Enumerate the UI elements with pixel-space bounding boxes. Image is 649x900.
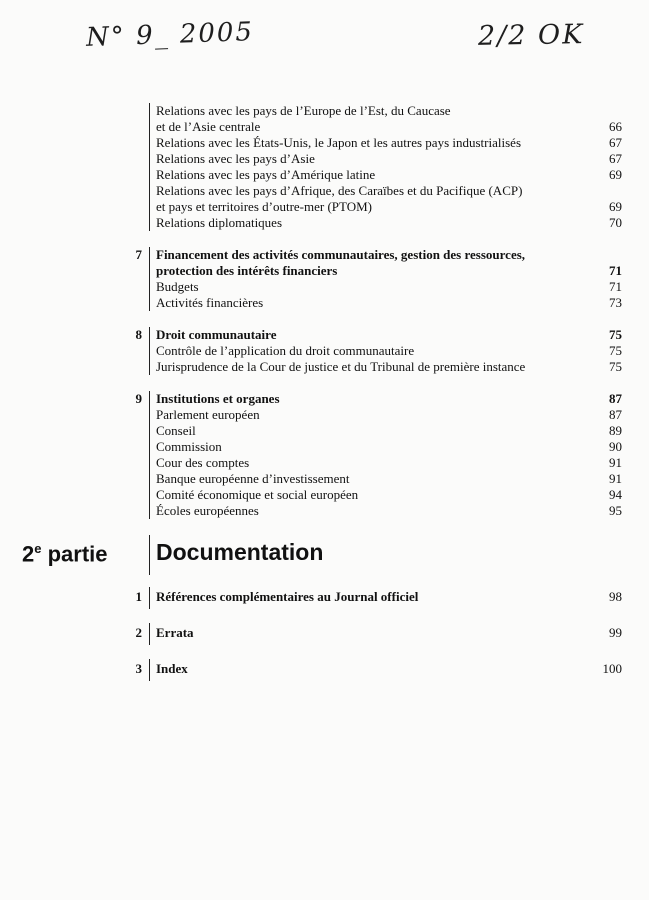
entry-page: 73 bbox=[609, 295, 622, 310]
toc-entry bbox=[156, 183, 622, 199]
entry-title: Contrôle de l’application du droit communautaire bbox=[156, 343, 415, 358]
entry-title: Errata bbox=[156, 625, 194, 640]
part-word: partie bbox=[47, 541, 108, 567]
toc-entry bbox=[156, 151, 622, 167]
toc-entry bbox=[156, 503, 622, 519]
entry-title: Financement des activités communautaires, gestion des ressources, bbox=[156, 247, 526, 262]
toc-entry bbox=[156, 471, 622, 487]
toc-section bbox=[0, 103, 649, 231]
part-superscript: e bbox=[34, 541, 42, 556]
entry-page bbox=[588, 247, 622, 263]
toc-entry bbox=[156, 199, 622, 215]
section-entries bbox=[149, 327, 622, 375]
section-number: 7 bbox=[135, 247, 142, 262]
entry-page: 98 bbox=[609, 589, 622, 604]
toc-entry bbox=[156, 487, 622, 503]
entry-page: 94 bbox=[609, 487, 622, 502]
entry-title: Relations avec les pays d’Amérique latine bbox=[156, 167, 376, 182]
section-entries bbox=[149, 391, 622, 519]
entry-title: Relations diplomatiques bbox=[156, 215, 283, 230]
part-number: 2 bbox=[22, 541, 35, 567]
entry-page: 89 bbox=[609, 423, 622, 438]
section-entries bbox=[149, 103, 622, 231]
section-divider bbox=[149, 587, 150, 609]
toc-entry bbox=[156, 455, 622, 471]
entry-page bbox=[588, 103, 622, 119]
entry-title: et de l’Asie centrale bbox=[156, 119, 261, 134]
entry-title: Références complémentaires au Journal officiel bbox=[156, 589, 419, 604]
toc-entry bbox=[156, 103, 622, 119]
toc-entry bbox=[156, 279, 622, 295]
toc-entry bbox=[156, 215, 622, 231]
entry-title: Comité économique et social européen bbox=[156, 487, 359, 502]
documentation-entry bbox=[0, 623, 649, 659]
entry-page: 75 bbox=[609, 343, 622, 358]
entry-page: 87 bbox=[609, 407, 622, 422]
handwritten-issue-note: N° 9_ 2005 bbox=[85, 17, 255, 53]
documentation-entry bbox=[0, 659, 649, 695]
entry-page: 70 bbox=[609, 215, 622, 230]
part-title: Documentation bbox=[156, 539, 324, 565]
entry-page bbox=[588, 183, 622, 199]
entry-page: 95 bbox=[609, 503, 622, 518]
entry-page: 91 bbox=[609, 471, 622, 486]
entry-title: Jurisprudence de la Cour de justice et du Tribunal de première instance bbox=[156, 359, 526, 374]
entry-page: 69 bbox=[609, 167, 622, 182]
toc-entry bbox=[156, 439, 622, 455]
entry-page: 75 bbox=[609, 359, 622, 374]
toc-entry bbox=[156, 391, 622, 407]
entry-page: 67 bbox=[609, 151, 622, 166]
entry-title: Relations avec les États-Unis, le Japon et les autres pays industrialisés bbox=[156, 135, 521, 150]
entry-page: 87 bbox=[609, 391, 622, 406]
entry-page: 91 bbox=[609, 455, 622, 470]
entry-page: 71 bbox=[609, 279, 622, 294]
section-number: 9 bbox=[135, 391, 142, 406]
entry-title: Conseil bbox=[156, 423, 196, 438]
entry-page: 69 bbox=[609, 199, 622, 214]
handwritten-check-note: 2/2 OK bbox=[477, 19, 585, 52]
entry-title: protection des intérêts financiers bbox=[156, 263, 338, 278]
section-divider bbox=[149, 623, 150, 645]
entry-title: Activités financières bbox=[156, 295, 264, 310]
entry-page: 75 bbox=[609, 327, 622, 342]
entry-title: Écoles européennes bbox=[156, 503, 259, 518]
toc-entry bbox=[156, 359, 622, 375]
entry-page: 67 bbox=[609, 135, 622, 150]
entry-title: Institutions et organes bbox=[156, 391, 280, 406]
entry-title: Droit communautaire bbox=[156, 327, 277, 342]
entry-title: Index bbox=[156, 661, 188, 676]
section-number: 8 bbox=[135, 327, 142, 342]
toc-entry bbox=[156, 247, 622, 263]
part-label bbox=[22, 541, 108, 567]
section-number: 1 bbox=[135, 589, 142, 604]
entry-title: Parlement européen bbox=[156, 407, 260, 422]
toc-entry bbox=[156, 343, 622, 359]
documentation-entry bbox=[0, 587, 649, 623]
entry-page: 99 bbox=[609, 625, 622, 640]
entry-page: 71 bbox=[609, 263, 622, 278]
section-number: 2 bbox=[135, 625, 142, 640]
entry-title: Relations avec les pays d’Asie bbox=[156, 151, 315, 166]
toc-entry bbox=[156, 407, 622, 423]
toc-entry bbox=[156, 119, 622, 135]
table-of-contents bbox=[0, 103, 649, 695]
entry-page: 100 bbox=[602, 661, 622, 676]
documentation-entries bbox=[0, 587, 649, 695]
toc-section bbox=[0, 327, 649, 375]
toc-entry bbox=[156, 167, 622, 183]
toc-entry bbox=[156, 263, 622, 279]
toc-section bbox=[0, 247, 649, 311]
part-heading bbox=[0, 535, 649, 575]
toc-section bbox=[0, 391, 649, 519]
entry-title: Banque européenne d’investissement bbox=[156, 471, 350, 486]
entry-page: 66 bbox=[609, 119, 622, 134]
toc-entry bbox=[156, 135, 622, 151]
entry-title: Commission bbox=[156, 439, 222, 454]
part-divider bbox=[149, 535, 150, 575]
entry-title: Budgets bbox=[156, 279, 199, 294]
toc-entry bbox=[156, 423, 622, 439]
toc-entry bbox=[156, 327, 622, 343]
toc-groups bbox=[0, 103, 649, 519]
section-divider bbox=[149, 659, 150, 681]
entry-title: Relations avec les pays d’Afrique, des Caraïbes et du Pacifique (ACP) bbox=[156, 183, 523, 198]
entry-title: Relations avec les pays de l’Europe de l’Est, du Caucase bbox=[156, 103, 451, 118]
entry-page: 90 bbox=[609, 439, 622, 454]
toc-entry bbox=[156, 295, 622, 311]
section-entries bbox=[149, 247, 622, 311]
section-number: 3 bbox=[135, 661, 142, 676]
entry-title: Cour des comptes bbox=[156, 455, 250, 470]
entry-title: et pays et territoires d’outre-mer (PTOM) bbox=[156, 199, 372, 214]
